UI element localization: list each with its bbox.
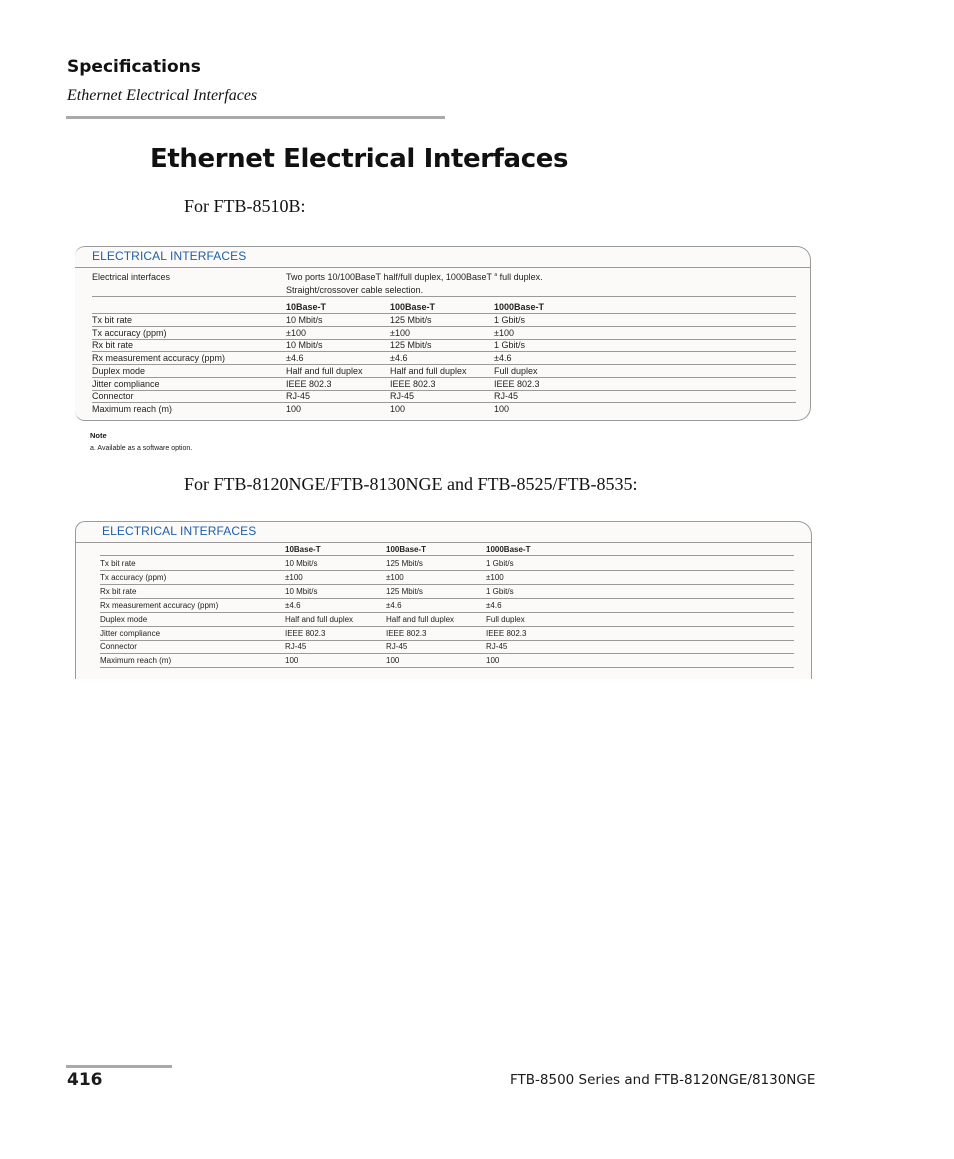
table-cell: ±4.6 bbox=[285, 600, 301, 610]
row-divider bbox=[92, 339, 796, 340]
table-cell: 125 Mbit/s bbox=[390, 340, 432, 351]
row-divider bbox=[100, 598, 794, 599]
row-label: Duplex mode bbox=[92, 365, 146, 376]
table-cell: 100 bbox=[486, 656, 500, 666]
table-cell: Half and full duplex bbox=[285, 614, 354, 624]
section-title: Specifications bbox=[67, 57, 201, 77]
subsection-title: Ethernet Electrical Interfaces bbox=[67, 87, 258, 104]
table-cell: ±100 bbox=[390, 327, 410, 338]
table-cell: 100 bbox=[390, 403, 406, 414]
intro-text-line2: Straight/crossover cable selection. bbox=[286, 285, 424, 295]
row-divider bbox=[92, 313, 796, 314]
column-header: 100Base-T bbox=[390, 302, 436, 312]
page-title: Ethernet Electrical Interfaces bbox=[150, 144, 569, 174]
table-cell: 125 Mbit/s bbox=[386, 586, 423, 596]
table-cell: 10 Mbit/s bbox=[285, 586, 318, 596]
panel-header bbox=[75, 247, 810, 268]
header-divider bbox=[66, 116, 445, 119]
panel-header bbox=[76, 522, 811, 543]
table-cell: 1 Gbit/s bbox=[486, 586, 514, 596]
table-cell: 1 Gbit/s bbox=[486, 559, 514, 568]
table-cell: RJ-45 bbox=[285, 642, 307, 652]
panel-title: ELECTRICAL INTERFACES bbox=[92, 249, 247, 263]
column-header: 10Base-T bbox=[285, 545, 321, 554]
table-cell: Full duplex bbox=[494, 365, 538, 376]
table-cell: RJ-45 bbox=[494, 391, 519, 402]
row-label: Jitter compliance bbox=[92, 378, 160, 389]
row-divider bbox=[92, 377, 796, 378]
note-heading: Note bbox=[90, 431, 107, 440]
row-divider bbox=[100, 653, 794, 654]
table-cell: ±4.6 bbox=[386, 600, 402, 610]
table-cell: ±4.6 bbox=[390, 353, 408, 364]
row-label: Maximum reach (m) bbox=[92, 403, 173, 414]
row-divider bbox=[100, 640, 794, 641]
row-label: Rx bit rate bbox=[100, 586, 137, 596]
table-cell: 10 Mbit/s bbox=[286, 315, 323, 325]
table-cell: ±100 bbox=[486, 572, 504, 582]
row-label: Rx bit rate bbox=[92, 340, 134, 351]
table-cell: ±100 bbox=[386, 572, 404, 582]
row-label: Tx accuracy (ppm) bbox=[100, 572, 167, 582]
row-divider bbox=[100, 612, 794, 613]
row-divider bbox=[100, 570, 794, 571]
panel-title: ELECTRICAL INTERFACES bbox=[102, 524, 257, 538]
row-label: Tx bit rate bbox=[100, 559, 136, 568]
table-cell: ±100 bbox=[494, 327, 514, 338]
table-cell: IEEE 802.3 bbox=[386, 628, 427, 638]
table-cell: RJ-45 bbox=[486, 642, 508, 652]
table-cell: 1 Gbit/s bbox=[494, 315, 526, 325]
table-cell: ±4.6 bbox=[286, 353, 304, 364]
row-label: Jitter compliance bbox=[100, 628, 161, 638]
row-label: Tx accuracy (ppm) bbox=[92, 327, 167, 338]
note-text: a. Available as a software option. bbox=[90, 445, 193, 452]
document-title: FTB-8500 Series and FTB-8120NGE/8130NGE bbox=[510, 1072, 816, 1088]
table-cell: 100 bbox=[386, 656, 400, 666]
row-divider bbox=[100, 584, 794, 585]
footer-divider bbox=[66, 1065, 172, 1068]
row-divider bbox=[100, 667, 794, 668]
row-label: Connector bbox=[92, 391, 134, 402]
table-cell: 1 Gbit/s bbox=[494, 340, 526, 351]
intro-text: Two ports 10/100BaseT half/full duplex, 1000BaseT $^a$ full duplex. bbox=[286, 272, 543, 282]
table-cell: RJ-45 bbox=[386, 642, 408, 652]
row-label: Tx bit rate bbox=[92, 315, 133, 325]
row-divider bbox=[92, 390, 796, 391]
lead-text-ftb-8120nge: For FTB-8120NGE/FTB-8130NGE and FTB-8525/FTB-8535: bbox=[184, 474, 638, 494]
table-cell: IEEE 802.3 bbox=[390, 378, 436, 389]
row-divider bbox=[92, 402, 796, 403]
table-cell: Half and full duplex bbox=[390, 365, 467, 376]
table-cell: 100 bbox=[285, 656, 299, 666]
row-divider bbox=[100, 555, 794, 556]
table-cell: RJ-45 bbox=[390, 391, 415, 402]
column-header: 100Base-T bbox=[386, 545, 427, 554]
table-cell: 100 bbox=[494, 403, 510, 414]
table-cell: ±4.6 bbox=[486, 600, 502, 610]
table-cell: ±100 bbox=[285, 572, 303, 582]
column-header: 1000Base-T bbox=[494, 302, 545, 312]
row-label: Connector bbox=[100, 642, 137, 652]
column-header: 1000Base-T bbox=[486, 545, 531, 554]
table-cell: Half and full duplex bbox=[386, 614, 455, 624]
table-cell: 10 Mbit/s bbox=[286, 340, 323, 351]
table-cell: IEEE 802.3 bbox=[285, 628, 326, 638]
table-cell: 10 Mbit/s bbox=[285, 559, 318, 568]
row-label: Rx measurement accuracy (ppm) bbox=[100, 600, 219, 610]
row-label: Maximum reach (m) bbox=[100, 656, 172, 666]
table-cell: RJ-45 bbox=[286, 391, 311, 402]
table-cell: IEEE 802.3 bbox=[486, 628, 527, 638]
row-divider bbox=[92, 326, 796, 327]
column-header: 10Base-T bbox=[286, 302, 327, 312]
table-cell: 125 Mbit/s bbox=[386, 559, 423, 568]
lead-text-ftb-8510b: For FTB-8510B: bbox=[184, 196, 306, 216]
table-cell: 125 Mbit/s bbox=[390, 315, 432, 325]
table-cell: Half and full duplex bbox=[286, 365, 363, 376]
table-cell: ±100 bbox=[286, 327, 306, 338]
row-divider bbox=[92, 296, 796, 297]
row-label: Duplex mode bbox=[100, 614, 148, 624]
table-cell: IEEE 802.3 bbox=[494, 378, 540, 389]
table-cell: Full duplex bbox=[486, 614, 525, 624]
table-cell: 100 bbox=[286, 403, 302, 414]
row-label: Rx measurement accuracy (ppm) bbox=[92, 353, 226, 364]
table-cell: IEEE 802.3 bbox=[286, 378, 332, 389]
intro-label: Electrical interfaces bbox=[92, 272, 171, 282]
page-number: 416 bbox=[67, 1070, 103, 1090]
row-divider bbox=[100, 626, 794, 627]
table-cell: ±4.6 bbox=[494, 353, 512, 364]
